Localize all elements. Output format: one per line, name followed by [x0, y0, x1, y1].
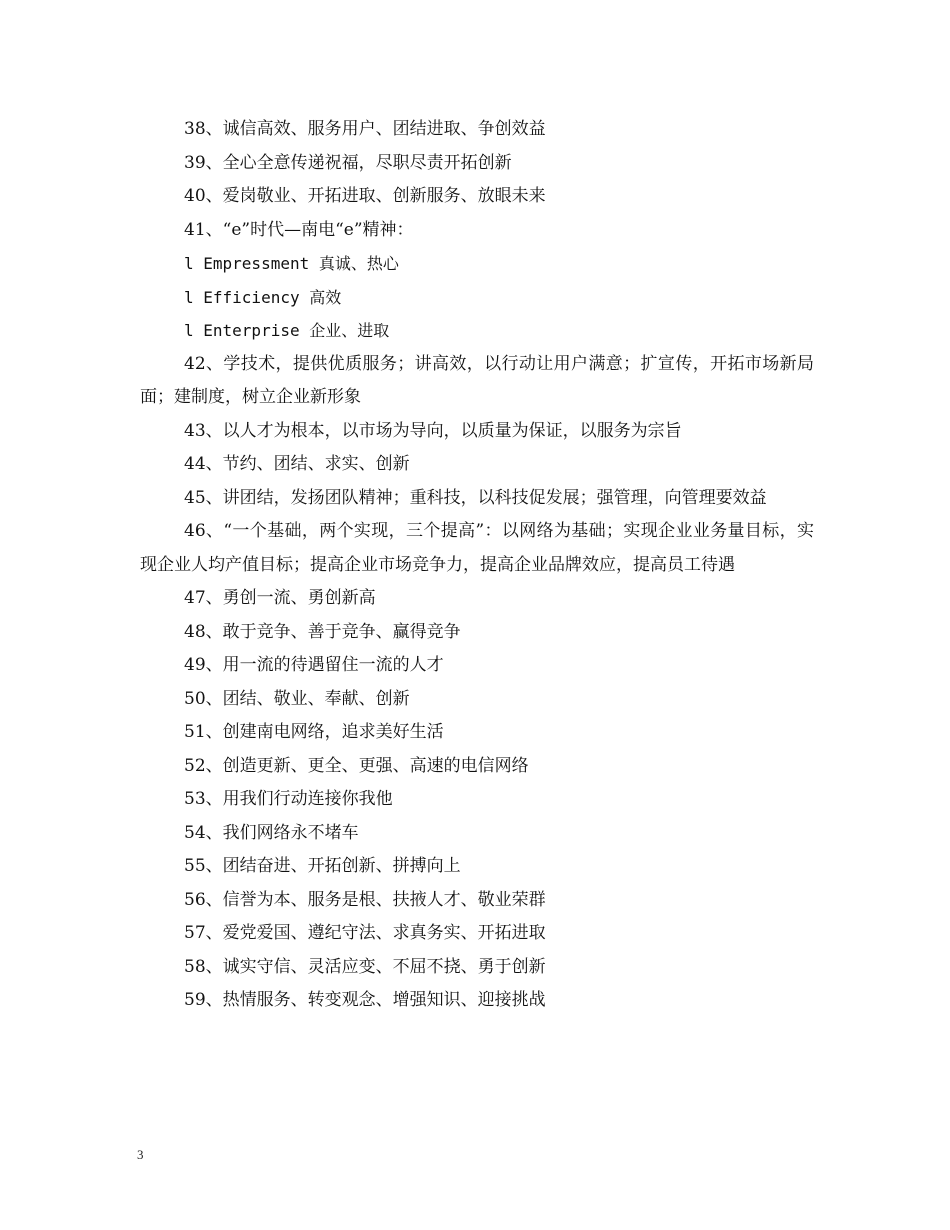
slogan-59: 59、热情服务、转变观念、增强知识、迎接挑战: [184, 990, 546, 1010]
slogan-50: 50、团结、敬业、奉献、创新: [184, 688, 410, 709]
slogan-52: 52、创造更新、更全、更强、高速的电信网络: [184, 755, 529, 776]
slogan-47: 47、勇创一流、勇创新高: [184, 588, 376, 608]
slogan-46: 46、“一个基础，两个实现，三个提高”：以网络为基础；实现企业业务量目标，实现企业人均产值目标；提高企业市场竞争力，提高企业品牌效应，提高员工待遇: [140, 521, 814, 575]
slogan-41: 41、“e”时代—南电“e”精神：: [184, 219, 414, 240]
slogan-51: 51、创建南电网络，追求美好生活: [184, 722, 444, 742]
slogan-49: 49、用一流的待遇留住一流的人才: [184, 655, 444, 675]
slogan-48: 48、敢于竞争、善于竞争、赢得竞争: [184, 621, 461, 642]
slogan-39: 39、全心全意传递祝福，尽职尽责开拓创新: [184, 152, 512, 173]
slogan-43: 43、以人才为根本，以市场为导向，以质量为保证，以服务为宗旨: [184, 420, 682, 441]
slogan-58: 58、诚实守信、灵活应变、不屈不挠、勇于创新: [184, 956, 546, 977]
slogan-40: 40、爱岗敬业、开拓进取、创新服务、放眼未来: [184, 186, 546, 206]
slogan-42: 42、学技术，提供优质服务；讲高效，以行动让用户满意；扩宣传，开拓市场新局面；建制度，树立企业新形象: [140, 353, 814, 407]
bullet-empressment: l Empressment 真诚、热心: [184, 254, 399, 273]
slogan-45: 45、讲团结，发扬团队精神；重科技，以科技促发展；强管理，向管理要效益: [184, 487, 767, 508]
slogan-53: 53、用我们行动连接你我他: [184, 789, 393, 809]
bullet-enterprise: l Enterprise 企业、进取: [184, 321, 390, 340]
slogan-55: 55、团结奋进、开拓创新、拼搏向上: [184, 856, 461, 876]
slogan-57: 57、爱党爱国、遵纪守法、求真务实、开拓进取: [184, 923, 546, 943]
bullet-efficiency: l Efficiency 高效: [184, 287, 342, 307]
slogan-56: 56、信誉为本、服务是根、扶掖人才、敬业荣群: [184, 889, 546, 910]
slogan-54: 54、我们网络永不堵车: [184, 822, 359, 843]
page-number: 3: [137, 1147, 144, 1162]
slogan-38: 38、诚信高效、服务用户、团结进取、争创效益: [184, 119, 546, 139]
page-content: [140, 113, 814, 1018]
slogan-44: 44、节约、团结、求实、创新: [184, 454, 410, 474]
